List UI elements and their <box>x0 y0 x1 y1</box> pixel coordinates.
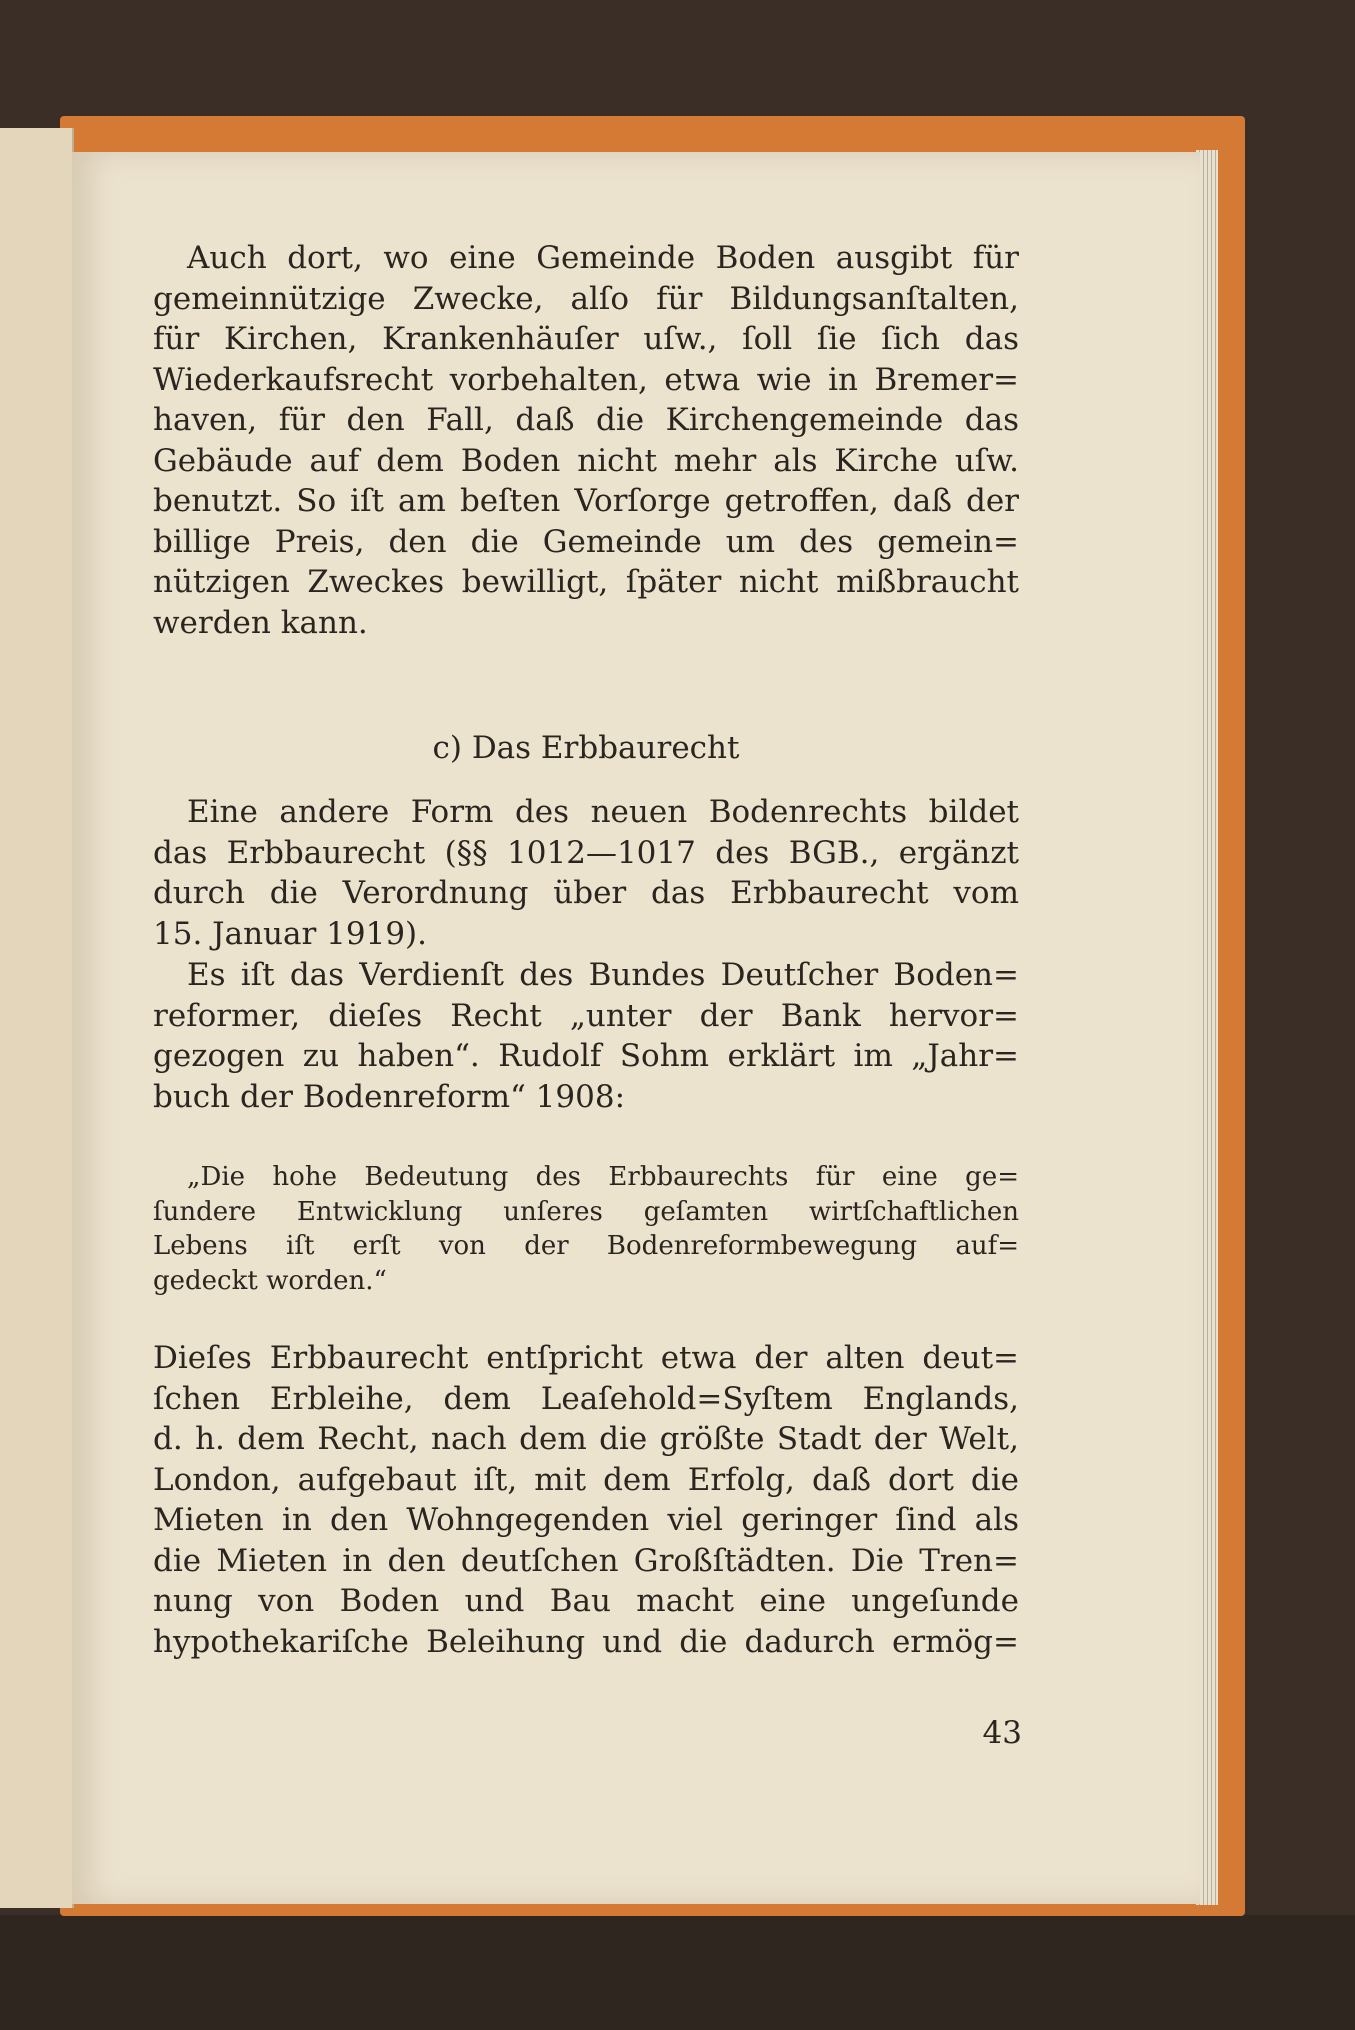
text-line: gezogen zu haben“. Rudolf Sohm erklärt im „Jahr= <box>153 1038 1019 1074</box>
text-line: Es iſt das Verdienſt des Bundes Deutſcher Boden= <box>187 957 1019 993</box>
text-line: ſundere Entwicklung unſeres geſamten wirtſchaftlichen <box>153 1196 1019 1227</box>
left-page-edge <box>0 128 74 1908</box>
text-line: haven, für den Fall, daß die Kirchengemeinde das <box>153 402 1019 438</box>
text-line: London, aufgebaut iſt, mit dem Erfolg, daß dort die <box>153 1461 1019 1498</box>
text-line: hypothekariſche Beleihung und die dadurch ermög= <box>153 1623 1019 1660</box>
text-line: Wiederkaufsrecht vorbehalten, etwa wie in Bremer= <box>153 361 1019 398</box>
text-line: gedeckt worden.“ <box>153 1265 387 1296</box>
text-line: Auch dort, wo eine Gemeinde Boden ausgibt für <box>187 240 1019 276</box>
text-line: d. h. dem Recht, nach dem die größte Stadt der Welt, <box>153 1421 1019 1457</box>
paragraph-4 <box>153 1338 1019 1662</box>
text-line: gemeinnützige Zwecke, alſo für Bildungsanſtalten, <box>153 280 1019 317</box>
text-line: „Die hohe Bedeutung des Erbbaurechts für eine ge= <box>187 1162 1019 1192</box>
text-line: Eine andere Form des neuen Bodenrechts bildet <box>187 794 1019 830</box>
text-line: buch der Bodenreform“ 1908: <box>153 1078 626 1115</box>
text-line: 15. Januar 1919). <box>153 915 427 952</box>
paragraph-1 <box>153 238 1019 643</box>
text-line: Lebens iſt erſt von der Bodenreformbewegung auf= <box>153 1231 1019 1261</box>
text-line: das Erbbaurecht (§§ 1012—1017 des BGB., ergänzt <box>153 834 1019 871</box>
text-line: reformer, dieſes Recht „unter der Bank hervor= <box>153 997 1019 1034</box>
text-line: nützigen Zweckes bewilligt, ſpäter nicht mißbraucht <box>153 564 1019 600</box>
text-line: nung von Boden und Bau macht eine ungeſunde <box>153 1583 1019 1619</box>
background <box>0 1915 1355 2030</box>
section-heading: c) Das Erbbaurecht <box>432 730 740 766</box>
paragraph-3 <box>153 955 1019 1117</box>
page-number: 43 <box>982 1715 1022 1751</box>
text-line: werden kann. <box>153 604 368 641</box>
text-line: benutzt. So iſt am beſten Vorſorge getroffen, daß der <box>153 483 1019 519</box>
paragraph-2 <box>153 792 1019 954</box>
text-line: Dieſes Erbbaurecht entſpricht etwa der alten deut= <box>153 1340 1019 1376</box>
block-quote <box>153 1160 1019 1298</box>
text-line: ſchen Erbleihe, dem Leaſehold=Syſtem Englands, <box>153 1380 1019 1417</box>
text-line: Mieten in den Wohngegenden viel geringer ſind als <box>153 1502 1019 1538</box>
text-line: durch die Verordnung über das Erbbaurecht vom <box>153 875 1019 911</box>
text-line: die Mieten in den deutſchen Großſtädten. Die Tren= <box>153 1542 1019 1579</box>
text-line: für Kirchen, Krankenhäuſer uſw., ſoll ſie ſich das <box>153 321 1019 357</box>
text-line: Gebäude auf dem Boden nicht mehr als Kirche uſw. <box>153 442 1019 479</box>
text-line: billige Preis, den die Gemeinde um des gemein= <box>153 523 1019 560</box>
